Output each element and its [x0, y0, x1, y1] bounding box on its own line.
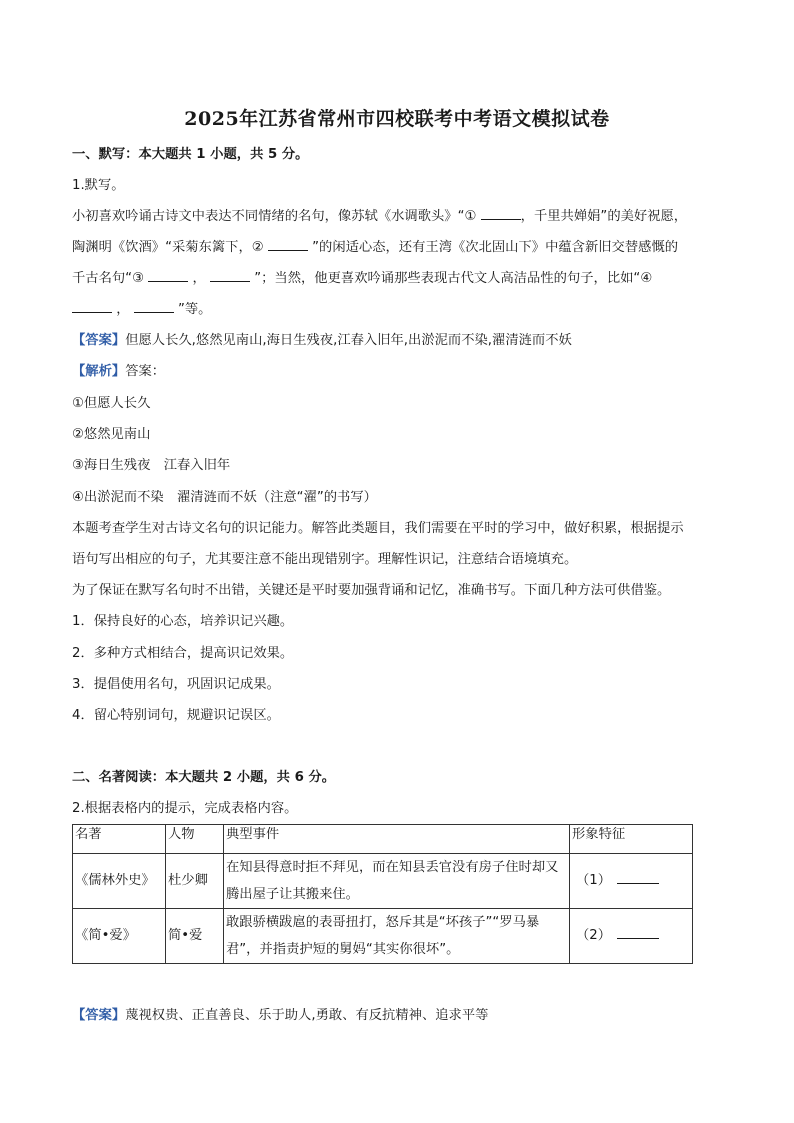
explain-line-3: 为了保证在默写名句时不出错，关键还是平时要加强背诵和记忆，准确书写。下面几种方法可供借鉴。 [72, 583, 671, 598]
answer-line-2 [72, 1006, 488, 1026]
answer-blank-3a[interactable] [148, 269, 188, 282]
question2-number: 2.根据表格内的提示，完成表格内容。 [72, 801, 298, 816]
text-segment: ， [188, 271, 206, 286]
analysis-line [72, 362, 165, 382]
question1-line-1 [72, 207, 687, 227]
text-segment: 小初喜欢吟诵古诗文中表达不同情绪的名句，像苏轼《水调歌头》“① [72, 209, 481, 224]
answer-blank-4b[interactable] [134, 300, 174, 313]
answer-blank-2[interactable] [268, 238, 308, 251]
answer-tag: 【答案】 [72, 333, 126, 348]
answer-line-1 [72, 331, 572, 351]
question1-line-2 [72, 238, 678, 258]
section1-heading: 一、默写：本大题共 1 小题，共 5 分。 [72, 147, 309, 162]
text-segment: ， [112, 302, 130, 317]
event-cell [224, 854, 570, 909]
book-cell: 《简•爱》 [73, 909, 166, 964]
feature-blank-2[interactable] [617, 926, 659, 939]
question1-line-4 [72, 300, 211, 320]
method-4: 4．留心特别词句，规避识记误区。 [72, 708, 280, 723]
event-line: 敢跟骄横跋扈的表哥扭打，怒斥其是“坏孩子”“罗马暴 [226, 915, 540, 930]
feature-label: （2） [576, 928, 612, 943]
analysis-tag: 【解析】 [72, 364, 126, 379]
text-segment: ，千里共婵娟”的美好祝愿， [520, 209, 688, 224]
answer-blank-4a[interactable] [72, 300, 112, 313]
event-line: 腾出屋子让其搬来住。 [226, 887, 359, 902]
header-cell: 形象特征 [570, 825, 693, 854]
explain-line-1: 本题考查学生对古诗文名句的识记能力。解答此类题目，我们需要在平时的学习中，做好积累，根据提示 [72, 521, 684, 536]
question1-number: 1.默写。 [72, 178, 125, 193]
text-segment: ”；当然，他更喜欢吟诵那些表现古代文人高洁品性的句子，比如“④ [250, 271, 653, 286]
text-segment: 千古名句“③ [72, 271, 149, 286]
works-table [72, 824, 693, 964]
person-cell: 杜少卿 [166, 854, 224, 909]
header-cell: 人物 [166, 825, 224, 854]
event-line: 君”，并指责护短的舅妈“其实你很坏”。 [226, 942, 460, 957]
person-cell: 简•爱 [166, 909, 224, 964]
method-1: 1．保持良好的心态，培养识记兴趣。 [72, 614, 294, 629]
table-header-row [73, 825, 693, 854]
analysis-item-4: ④出淤泥而不染 濯清涟而不妖（注意“濯”的书写） [72, 490, 377, 505]
event-cell [224, 909, 570, 964]
answer-blank-1[interactable] [481, 207, 521, 220]
explain-line-2: 语句写出相应的句子，尤其要注意不能出现错别字。理解性识记，注意结合语境填充。 [72, 552, 578, 567]
answer-text: 蔑视权贵、正直善良、乐于助人,勇敢、有反抗精神、追求平等 [125, 1008, 489, 1023]
analysis-item-2: ②悠然见南山 [72, 427, 151, 442]
table-row [73, 909, 693, 964]
header-cell: 典型事件 [224, 825, 570, 854]
answer-tag: 【答案】 [72, 1008, 126, 1023]
question1-line-3 [72, 269, 652, 289]
analysis-item-1: ①但愿人长久 [72, 396, 151, 411]
method-2: 2．多种方式相结合，提高识记效果。 [72, 646, 294, 661]
feature-cell [570, 909, 693, 964]
analysis-item-3: ③海日生残夜 江春入旧年 [72, 458, 231, 473]
event-line: 在知县得意时拒不拜见，而在知县丢官没有房子住时却又 [226, 860, 559, 875]
table-row [73, 854, 693, 909]
text-segment: ”的闲适心态，还有王湾《次北固山下》中蕴含新旧交替感慨的 [307, 240, 679, 255]
book-cell: 《儒林外史》 [73, 854, 166, 909]
section2-heading: 二、名著阅读：本大题共 2 小题，共 6 分。 [72, 770, 336, 785]
feature-label: （1） [576, 873, 612, 888]
analysis-text: 答案： [125, 364, 166, 379]
answer-blank-3b[interactable] [210, 269, 250, 282]
text-segment: ”等。 [173, 302, 212, 317]
feature-blank-1[interactable] [617, 871, 659, 884]
method-3: 3．提倡使用名句，巩固识记成果。 [72, 677, 280, 692]
header-cell: 名著 [73, 825, 166, 854]
page-title: 2025年江苏省常州市四校联考中考语文模拟试卷 [184, 108, 610, 130]
answer-text: 但愿人长久,悠然见南山,海日生残夜,江春入旧年,出淤泥而不染,濯清涟而不妖 [125, 333, 572, 348]
text-segment: 陶渊明《饮酒》“采菊东篱下，② [72, 240, 268, 255]
feature-cell [570, 854, 693, 909]
